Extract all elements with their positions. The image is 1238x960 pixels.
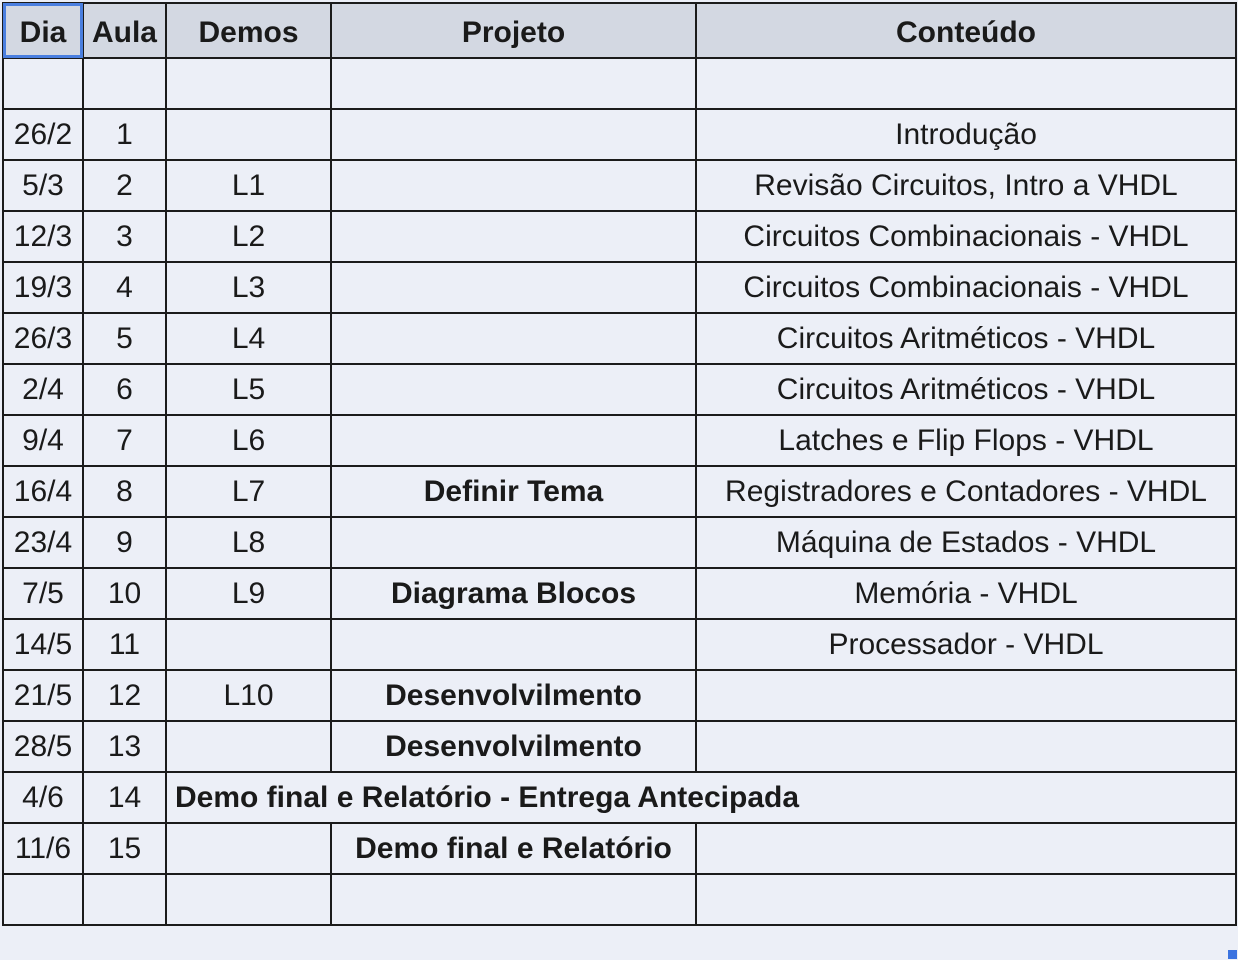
table-row: [3, 160, 1236, 211]
table-row: [3, 364, 1236, 415]
cell-conteudo[interactable]: Memória - VHDL: [696, 568, 1236, 619]
cell-demos[interactable]: [166, 109, 331, 160]
cell-conteudo[interactable]: Circuitos Aritméticos - VHDL: [696, 364, 1236, 415]
table-row: [3, 466, 1236, 517]
cell-demos[interactable]: L8: [166, 517, 331, 568]
cell-demos[interactable]: L6: [166, 415, 331, 466]
cell-dia[interactable]: 28/5: [3, 721, 83, 772]
cell-projeto[interactable]: [331, 160, 696, 211]
table-row: [3, 772, 1236, 823]
table-row: [3, 568, 1236, 619]
cell-projeto[interactable]: [331, 262, 696, 313]
cell-aula[interactable]: 8: [83, 466, 166, 517]
cell-projeto[interactable]: [331, 619, 696, 670]
cell-conteudo[interactable]: [696, 823, 1236, 874]
cell-aula[interactable]: 15: [83, 823, 166, 874]
cell-demos[interactable]: [166, 619, 331, 670]
table-row: [3, 823, 1236, 874]
cell-demos[interactable]: L4: [166, 313, 331, 364]
cell-dia[interactable]: 16/4: [3, 466, 83, 517]
cell-conteudo[interactable]: [696, 670, 1236, 721]
cell-projeto[interactable]: [331, 874, 696, 925]
cell-demos[interactable]: L5: [166, 364, 331, 415]
cell-aula[interactable]: 7: [83, 415, 166, 466]
cell-demos[interactable]: L10: [166, 670, 331, 721]
cell-dia[interactable]: 26/2: [3, 109, 83, 160]
cell-aula[interactable]: 11: [83, 619, 166, 670]
cell-aula[interactable]: 4: [83, 262, 166, 313]
cell-aula[interactable]: 10: [83, 568, 166, 619]
header-demos[interactable]: Demos: [166, 3, 331, 58]
cell-aula[interactable]: 14: [83, 772, 166, 823]
cell-conteudo[interactable]: [696, 721, 1236, 772]
cell-aula[interactable]: 5: [83, 313, 166, 364]
cell-projeto[interactable]: Desenvolvilmento: [331, 670, 696, 721]
cell-aula[interactable]: 2: [83, 160, 166, 211]
cell-demos[interactable]: [166, 721, 331, 772]
cell-aula[interactable]: [83, 58, 166, 109]
cell-aula[interactable]: 13: [83, 721, 166, 772]
cell-conteudo[interactable]: Circuitos Combinacionais - VHDL: [696, 262, 1236, 313]
cell-demos[interactable]: [166, 823, 331, 874]
cell-dia[interactable]: 26/3: [3, 313, 83, 364]
table-row: [3, 109, 1236, 160]
cell-dia[interactable]: 23/4: [3, 517, 83, 568]
cell-projeto[interactable]: [331, 517, 696, 568]
cell-projeto[interactable]: Definir Tema: [331, 466, 696, 517]
header-aula[interactable]: Aula: [83, 3, 166, 58]
header-projeto[interactable]: Projeto: [331, 3, 696, 58]
cell-conteudo[interactable]: Revisão Circuitos, Intro a VHDL: [696, 160, 1236, 211]
cell-dia[interactable]: 9/4: [3, 415, 83, 466]
cell-demos[interactable]: [166, 58, 331, 109]
table-row: [3, 415, 1236, 466]
cell-aula[interactable]: 3: [83, 211, 166, 262]
cell-demos[interactable]: L3: [166, 262, 331, 313]
cell-projeto[interactable]: [331, 364, 696, 415]
cell-demos[interactable]: L7: [166, 466, 331, 517]
cell-dia[interactable]: 11/6: [3, 823, 83, 874]
cell-dia[interactable]: [3, 58, 83, 109]
cell-projeto[interactable]: [331, 313, 696, 364]
cell-demos[interactable]: [166, 874, 331, 925]
table-row: [3, 619, 1236, 670]
cell-demos[interactable]: L9: [166, 568, 331, 619]
cell-projeto[interactable]: [331, 415, 696, 466]
cell-projeto[interactable]: [331, 211, 696, 262]
cell-conteudo[interactable]: [696, 58, 1236, 109]
cell-dia[interactable]: 2/4: [3, 364, 83, 415]
cell-conteudo[interactable]: Registradores e Contadores - VHDL: [696, 466, 1236, 517]
header-dia[interactable]: Dia: [3, 3, 83, 58]
cell-projeto[interactable]: Diagrama Blocos: [331, 568, 696, 619]
cell-conteudo[interactable]: Circuitos Combinacionais - VHDL: [696, 211, 1236, 262]
cell-demos[interactable]: L2: [166, 211, 331, 262]
cell-dia[interactable]: [3, 874, 83, 925]
table-row: [3, 262, 1236, 313]
cell-aula[interactable]: [83, 874, 166, 925]
table-row: [3, 58, 1236, 109]
table-row: [3, 313, 1236, 364]
cell-demos[interactable]: L1: [166, 160, 331, 211]
cell-conteudo[interactable]: Máquina de Estados - VHDL: [696, 517, 1236, 568]
cell-dia[interactable]: 19/3: [3, 262, 83, 313]
cell-projeto[interactable]: [331, 109, 696, 160]
cell-conteudo[interactable]: Circuitos Aritméticos - VHDL: [696, 313, 1236, 364]
cell-projeto[interactable]: Demo final e Relatório: [331, 823, 696, 874]
cell-conteudo[interactable]: [696, 874, 1236, 925]
cell-conteudo[interactable]: Introdução: [696, 109, 1236, 160]
cell-conteudo[interactable]: Latches e Flip Flops - VHDL: [696, 415, 1236, 466]
table-row: [3, 211, 1236, 262]
selection-fill-handle[interactable]: [1228, 950, 1237, 959]
cell-dia[interactable]: 14/5: [3, 619, 83, 670]
cell-aula[interactable]: 12: [83, 670, 166, 721]
cell-conteudo[interactable]: Processador - VHDL: [696, 619, 1236, 670]
cell-dia[interactable]: 7/5: [3, 568, 83, 619]
header-conteudo[interactable]: Conteúdo: [696, 3, 1236, 58]
cell-projeto[interactable]: [331, 58, 696, 109]
header-row: [3, 3, 1236, 58]
table-row: [3, 670, 1236, 721]
cell-aula[interactable]: 1: [83, 109, 166, 160]
schedule-table: [2, 2, 1237, 926]
cell-projeto[interactable]: Desenvolvilmento: [331, 721, 696, 772]
table-row: [3, 874, 1236, 925]
table-row: [3, 517, 1236, 568]
cell-dia[interactable]: 4/6: [3, 772, 83, 823]
cell-dia[interactable]: 12/3: [3, 211, 83, 262]
table-row: [3, 721, 1236, 772]
cell-merged-demos-projeto-conteudo[interactable]: Demo final e Relatório - Entrega Antecipada: [166, 772, 1236, 823]
cell-aula[interactable]: 9: [83, 517, 166, 568]
cell-aula[interactable]: 6: [83, 364, 166, 415]
cell-dia[interactable]: 5/3: [3, 160, 83, 211]
cell-dia[interactable]: 21/5: [3, 670, 83, 721]
